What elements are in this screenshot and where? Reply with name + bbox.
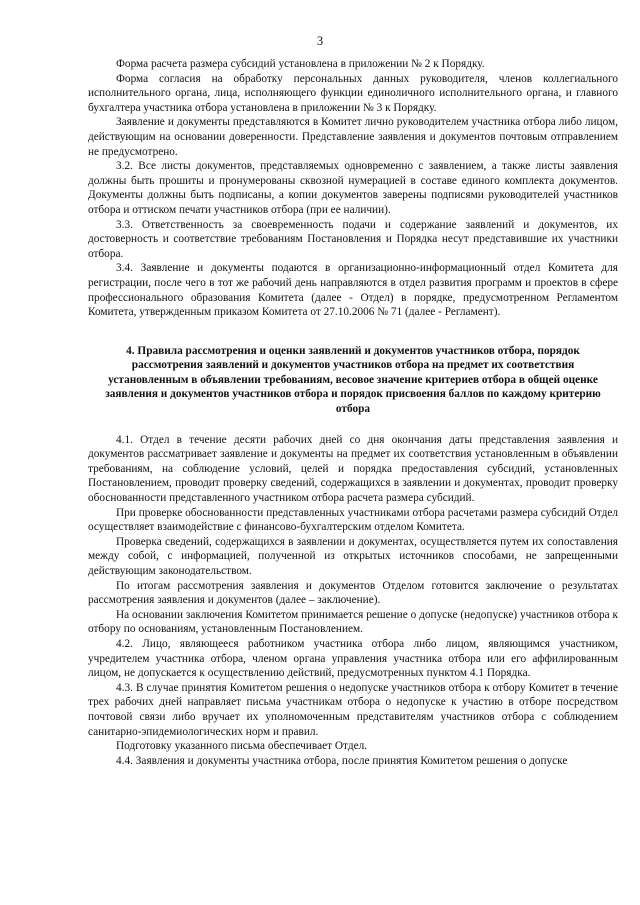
paragraph: 3.3. Ответственность за своевременность подачи и содержание заявлений и документов, их достоверность и соответствие требованиям Постановления и Порядка несут представившие их участники отбора. xyxy=(88,218,618,260)
paragraph: 3.2. Все листы документов, представляемых одновременно с заявлением, а также листы заявления должны быть прошиты и пронумерованы сквозной нумерацией в составе единого комплекта документов. Документы должны быть подписаны, а копии документов заверены подписями руководителей участников отбора и оттиском печати участников отбора (при ее наличии). xyxy=(88,160,618,216)
paragraph: Форма расчета размера субсидий установлена в приложении № 2 к Порядку. xyxy=(116,58,485,70)
paragraph: По итогам рассмотрения заявления и документов Отделом готовится заключение о результатах рассмотрения заявления и документов (далее – заключение). xyxy=(88,579,618,607)
paragraph: Заявление и документы представляются в Комитет лично руководителем участника отбора либо лицом, действующим на основании доверенности. Представление заявления и документов почтовым отправлением не предусмотрено. xyxy=(88,116,618,158)
paragraph: 4.1. Отдел в течение десяти рабочих дней со дня окончания даты представления заявления и документов рассматривает заявление и документы на предмет их соответствия установленным в объявлении требованиям, на соблюдение условий, целей и порядка предоставления субсидий, установленных Постановлением, проводит проверку сведений, содержащихся в заявлении и документах, проводит проверку обоснованности представленного участником отбора расчета размера субсидий. xyxy=(88,433,618,505)
document-body xyxy=(88,57,618,768)
paragraph: Подготовку указанного письма обеспечивает Отдел. xyxy=(116,740,368,753)
paragraph: 3.4. Заявление и документы подаются в организационно-информационный отдел Комитета для регистрации, после чего в тот же рабочий день направляются в отдел развития программ и проектов в сфере профессионального образования Комитета (далее - Отдел) в порядке, предусмотренном Регламентом Комитета, утвержденным приказом Комитета от 27.10.2006 № 71 (далее - Регламент). xyxy=(88,262,618,319)
paragraph: 4.2. Лицо, являющееся работником участника отбора либо лицом, являющимся участником, учредителем участника отбора, членом органа управления участника отбора или его аффилированным лицом, не допускается к осуществлению действий, предусмотренных пунктом 4.1 Порядка. xyxy=(88,637,618,680)
page-number: 3 xyxy=(316,34,324,48)
paragraph: На основании заключения Комитетом принимается решение о допуске (недопуске) участников отбора к отбору по основаниям, установленным Постановлением. xyxy=(88,608,618,636)
paragraph: Форма согласия на обработку персональных данных руководителя, членов коллегиального исполнительного органа, лица, исполняющего функции единоличного исполнительного органа, и главного бухгалтера участника отбора установлена в приложении № 3 к Порядку. xyxy=(88,72,618,114)
paragraph: При проверке обоснованности представленных участниками отбора расчетами размера субсидий Отдел осуществляет взаимодействие с финансово-бухгалтерским отделом Комитета. xyxy=(88,506,618,534)
paragraph: 4.3. В случае принятия Комитетом решения о недопуске участников отбора к отбору Комитет в течение трех рабочих дней направляет письма участникам отбора о недопуске к участию в отборе посредством почтовой связи либо вручает их уполномоченным представителям участников отбора с соблюдением санитарно-эпидемиологических норм и правил. xyxy=(88,681,618,738)
paragraph: Проверка сведений, содержащихся в заявлении и документах, осуществляется путем их сопоставления между собой, с информацией, полученной из открытых источников способами, не запрещенными действующим законодательством. xyxy=(88,535,618,577)
paragraph: 4.4. Заявления и документы участника отбора, после принятия Комитетом решения о допуске xyxy=(116,754,568,767)
section-heading: 4. Правила рассмотрения и оценки заявлений и документов участников отбора, порядок рассмотрения заявлений и документов участников отбора на предмет их соответствия установленным в объявлении требованиям, весовое значение критериев отбора в общей оценке заявления и документов участников отбора и порядок присвоения баллов по каждому критерию отбора xyxy=(105,344,601,416)
